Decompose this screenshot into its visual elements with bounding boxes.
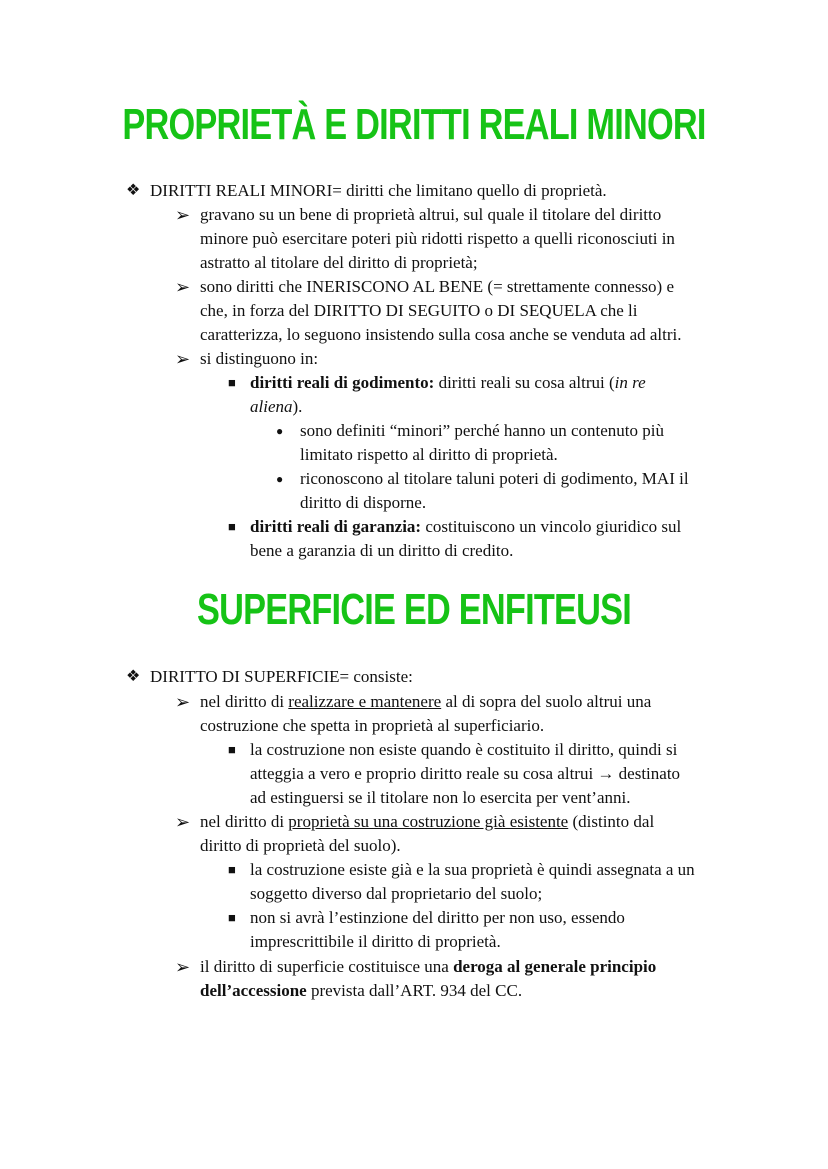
text: prevista dall’ART. 934 del CC. — [306, 981, 523, 1000]
text: al di sopra del suolo altrui una — [441, 692, 652, 711]
dot-bullet-icon: ● — [276, 472, 284, 486]
bold-term: diritti reali di godimento: — [250, 373, 435, 392]
text: il diritto di superficie costituisce una — [200, 957, 454, 976]
superficie-sub2 — [200, 810, 654, 834]
arrow-bullet-icon: ➢ — [175, 692, 191, 712]
text-line: la costruzione esiste già e la sua proprietà è quindi assegnata a un — [250, 860, 695, 879]
text-line: gravano su un bene di proprietà altrui, sul quale il titolare del diritto — [200, 205, 662, 224]
bold-term: diritti reali di garanzia: — [250, 517, 422, 536]
underlined-text: proprietà su una costruzione già esistente — [288, 812, 569, 831]
superficie-sub3 — [200, 955, 656, 979]
text-line: costruzione che spetta in proprietà al superficiario. — [200, 716, 545, 735]
garanzia-item — [250, 515, 681, 539]
text: costituiscono un vincolo giuridico sul — [421, 517, 682, 536]
bold-text: dell’accessione — [200, 981, 307, 1000]
text: nel diritto di — [200, 692, 289, 711]
godimento-item — [250, 371, 646, 395]
main-bullet-diritto-superficie: DIRITTO DI SUPERFICIE= consiste: — [150, 667, 413, 686]
diamond-bullet-icon: ❖ — [126, 182, 141, 199]
godimento-item-cont — [250, 395, 302, 419]
text-line: ad estinguersi se il titolare non lo esercita per vent’anni. — [250, 788, 631, 807]
superficie-sub1 — [200, 690, 651, 714]
square-bullet-icon: ■ — [228, 519, 236, 534]
arrow-bullet-icon: ➢ — [175, 205, 191, 225]
text-line: non si avrà l’estinzione del diritto per non uso, essendo — [250, 908, 625, 927]
square-bullet-icon: ■ — [228, 862, 236, 877]
arrow-bullet-icon: ➢ — [175, 349, 191, 369]
main-bullet-diritti-reali-minori: DIRITTI REALI MINORI= diritti che limitano quello di proprietà. — [150, 181, 607, 200]
dot-bullet-icon: ● — [276, 424, 284, 438]
arrow-bullet-icon: ➢ — [175, 812, 191, 832]
text-line: soggetto diverso dal proprietario del suolo; — [250, 884, 543, 903]
text-line: caratterizza, lo seguono insistendo sulla cosa anche se venduta ad altri. — [200, 325, 682, 344]
text-line: diritto di proprietà del suolo). — [200, 836, 401, 855]
text: ). — [292, 397, 303, 416]
diamond-bullet-icon: ❖ — [126, 668, 141, 685]
arrow-bullet-icon: ➢ — [175, 957, 191, 977]
section-title-proprieta: PROPRIETÀ E DIRITTI REALI MINORI — [122, 100, 706, 149]
text: diritti reali su cosa altrui ( — [434, 373, 615, 392]
text-line: astratto al titolare del diritto di proprietà; — [200, 253, 478, 272]
superficie-sub3-cont — [200, 979, 522, 1003]
section-title-superficie: SUPERFICIE ED ENFITEUSI — [196, 585, 631, 634]
text-line: minore può esercitare poteri più ridotti rispetto a quelli riconosciuti in — [200, 229, 675, 248]
text-line: sono definiti “minori” perché hanno un contenuto più — [300, 421, 664, 440]
text-line: la costruzione non esiste quando è costituito il diritto, quindi si — [250, 740, 678, 759]
text-line: diritto di disporne. — [300, 493, 427, 512]
text-line: si distinguono in: — [200, 349, 319, 368]
square-bullet-icon: ■ — [228, 375, 236, 390]
text-line: riconoscono al titolare taluni poteri di godimento, MAI il — [300, 469, 689, 488]
text: nel diritto di — [200, 812, 289, 831]
text-line: atteggia a vero e proprio diritto reale su cosa altrui → destinato — [250, 764, 681, 783]
text-line: imprescrittibile il diritto di proprietà. — [250, 932, 501, 951]
square-bullet-icon: ■ — [228, 910, 236, 925]
text-line: sono diritti che INERISCONO AL BENE (= strettamente connesso) e — [200, 277, 675, 296]
text-line: limitato rispetto al diritto di proprietà. — [300, 445, 558, 464]
italic-text: aliena — [250, 397, 293, 416]
bold-text: deroga al generale principio — [453, 957, 657, 976]
text: (distinto dal — [568, 812, 655, 831]
italic-text: in re — [614, 373, 646, 392]
square-bullet-icon: ■ — [228, 742, 236, 757]
arrow-bullet-icon: ➢ — [175, 277, 191, 297]
underlined-text: realizzare e mantenere — [288, 692, 442, 711]
text-line: che, in forza del DIRITTO DI SEGUITO o DI SEQUELA che li — [200, 301, 638, 320]
text-line: bene a garanzia di un diritto di credito. — [250, 541, 514, 560]
